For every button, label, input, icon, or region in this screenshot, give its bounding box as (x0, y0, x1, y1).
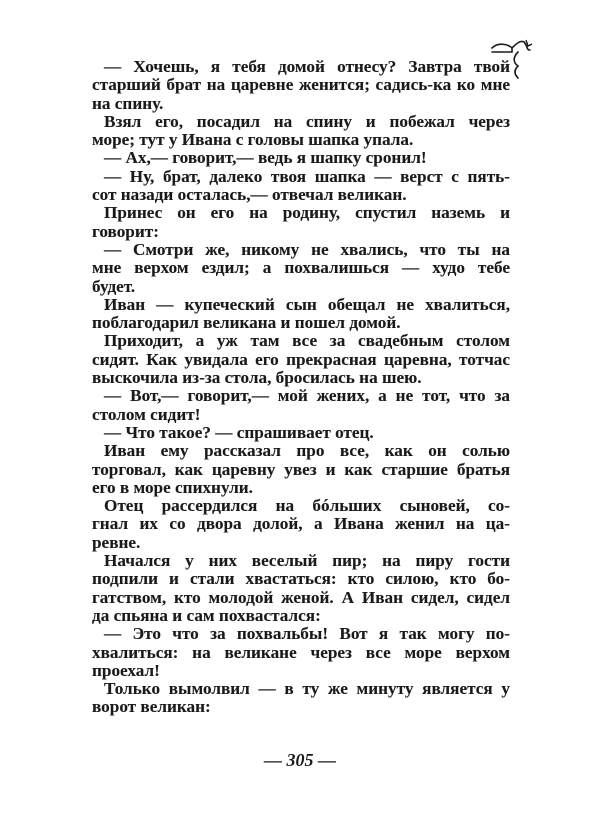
text-line: поблагодарил великана и пошел домой. (92, 313, 401, 333)
text-line: подпили и стали хвастаться: кто силою, кто бо- (92, 569, 510, 589)
text-line: его в море спихнули. (92, 477, 253, 497)
text-line: — Вот,— говорит,— мой жених, а не тот, что за (104, 386, 510, 406)
text-line: торговал, как царевну увез и как старшие братья (92, 459, 510, 479)
text-line: Отец рассердился на бóльших сыновей, со- (104, 496, 510, 516)
paragraph (92, 241, 510, 296)
text-line: — Ну, брат, далеко твоя шапка — верст с пять- (104, 166, 510, 186)
text-line: проехал! (92, 660, 160, 680)
text-line: на спину. (92, 93, 164, 113)
text-line: — Ах,— говорит,— ведь я шапку сронил! (104, 148, 427, 168)
paragraph (92, 424, 510, 442)
text-line: — Что такое? — спрашивает отец. (104, 422, 374, 442)
text-line: выскочила из-за стола, бросилась на шею. (92, 368, 422, 388)
text-line: Иван ему рассказал про все, как он солью (104, 441, 510, 461)
text-line: — Хочешь, я тебя домой отнесу? Завтра твой (104, 57, 510, 76)
text-line: ворот великан: (92, 697, 211, 717)
text-line: Взял его, посадил на спину и побежал через (104, 111, 510, 131)
paragraph (92, 296, 510, 333)
text-line: Начался у них веселый пир; на пиру гости (104, 551, 510, 571)
paragraph (92, 58, 510, 113)
text-line: Принес он его на родину, спустил наземь и (104, 203, 510, 223)
paragraph (92, 387, 510, 424)
text-line: гнал их со двора долой, а Ивана женил на ца- (92, 514, 510, 534)
paragraph (92, 497, 510, 552)
text-line: — Это что за похвальбы! Вот я так могу по- (104, 624, 510, 644)
text-line: столом сидит! (92, 404, 201, 424)
paragraph (92, 332, 510, 387)
text-line: говорит: (92, 221, 159, 241)
page-body-text (92, 58, 510, 717)
text-line: старший брат на царевне женится; садись-ка ко мне (92, 75, 510, 95)
page-number: — 305 — (264, 750, 336, 770)
text-line: да спьяна и сам похвастался: (92, 605, 321, 625)
text-line: мне верхом ездил; а похвалишься — худо тебе (92, 258, 510, 278)
paragraph (92, 168, 510, 205)
text-line: — Смотри же, никому не хвались, что ты на (104, 239, 510, 259)
text-line: сидят. Как увидала его прекрасная царевна, тотчас (92, 349, 510, 369)
text-line: будет. (92, 276, 136, 296)
paragraph (92, 680, 510, 717)
text-line: Иван — купеческий сын обещал не хвалиться, (104, 294, 510, 314)
text-line: море; тут у Ивана с головы шапка упала. (92, 130, 414, 150)
paragraph (92, 442, 510, 497)
text-line: Приходит, а уж там все за свадебным столом (104, 331, 510, 351)
text-line: гатством, кто молодой женой. А Иван сидел, сидел (92, 587, 510, 607)
text-line: хвалиться: на великане через все море верхом (92, 642, 510, 662)
text-line: сот назади осталась,— отвечал великан. (92, 185, 407, 205)
paragraph (92, 149, 510, 167)
text-line: ревне. (92, 532, 141, 552)
paragraph (92, 625, 510, 680)
text-line: Только вымолвил — в ту же минуту является у (104, 679, 510, 699)
paragraph (92, 552, 510, 625)
paragraph (92, 113, 510, 150)
paragraph (92, 204, 510, 241)
